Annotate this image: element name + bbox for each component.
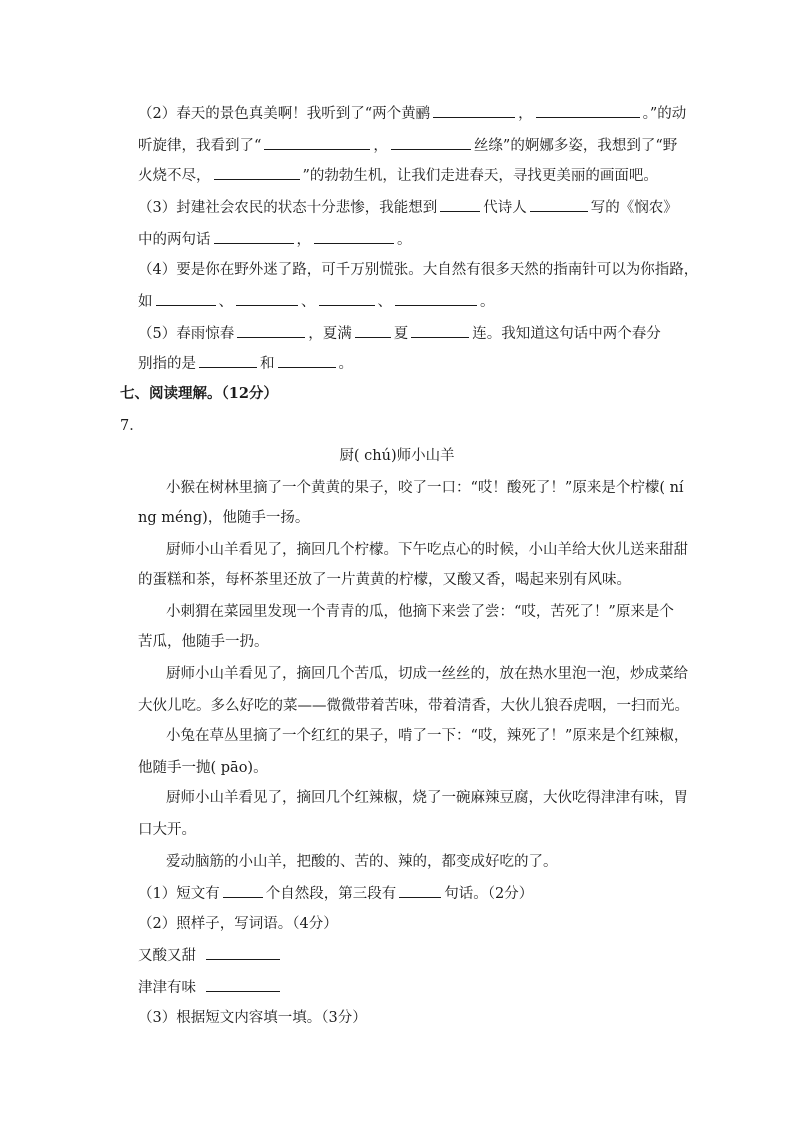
answer-blank[interactable] [214,164,300,180]
q6-line-8: （5）春雨惊春 ，夏满 夏 连。我知道这句话中两个春分 [138,322,678,344]
story-paragraph-line: 厨师小山羊看见了，摘回几个红辣椒，烧了一碗麻辣豆腐，大伙吃得津津有味，胃 [166,790,688,806]
story-paragraph-line: ng méng)，他随手一扬。 [138,510,310,526]
answer-blank[interactable] [355,322,391,338]
answer-blank[interactable] [199,352,257,368]
answer-blank[interactable] [319,290,375,306]
answer-blank[interactable] [223,882,263,898]
q6-line-9: 别指的是 和 。 [138,352,678,374]
sub-question-3: （3）根据短文内容填一填。（3分） [138,1010,367,1026]
answer-blank[interactable] [236,290,298,306]
word-prompt: 津津有味 [138,976,678,998]
q6-line-6: （4）要是你在野外迷了路，可千万别慌张。大自然有很多天然的指南针可以为你指路， [138,262,699,278]
answer-blank[interactable] [395,290,477,306]
answer-blank[interactable] [411,322,469,338]
answer-blank[interactable] [278,352,336,368]
story-paragraph-line: 苦瓜，他随手一扔。 [138,634,269,650]
answer-blank[interactable] [156,290,216,306]
answer-blank[interactable] [536,102,640,118]
answer-blank[interactable] [314,228,394,244]
q6-line-3: 火烧不尽， ”的勃勃生机，让我们走进春天，寻找更美丽的画面吧。 [138,164,678,186]
answer-blank[interactable] [264,134,370,150]
story-paragraph-line: 他随手一抛( pāo)。 [138,760,268,776]
story-paragraph-line: 厨师小山羊看见了，摘回几个苦瓜，切成一丝丝的，放在热水里泡一泡，炒成菜给 [166,666,688,682]
story-title: 厨( chú)师小山羊 [339,448,455,464]
sub-question-2: （2）照样子，写词语。（4分） [138,916,338,932]
section-heading: 七、阅读理解。（12分） [120,385,278,402]
q6-line-1: （2）春天的景色真美啊！我听到了“两个黄鹂 ， 。”的动 [138,102,678,124]
q6-line-4: （3）封建社会农民的状态十分悲惨，我能想到 代诗人 写的《悯农》 [138,196,678,218]
answer-blank[interactable] [206,976,280,992]
word-prompt: 又酸又甜 [138,944,678,966]
story-paragraph-line: 爱动脑筋的小山羊，把酸的、苦的、辣的，都变成好吃的了。 [166,854,558,870]
q6-line-7: 如 、 、 、 。 [138,290,678,312]
answer-blank[interactable] [440,196,480,212]
question-number: 7． [120,418,144,434]
answer-blank[interactable] [530,196,588,212]
story-paragraph-line: 小刺猬在菜园里发现一个青青的瓜，他摘下来尝了尝：“哎，苦死了！”原来是个 [166,604,674,620]
story-paragraph-line: 大伙儿吃。多么好吃的菜——微微带着苦味，带着清香，大伙儿狼吞虎咽，一扫而光。 [138,698,689,714]
story-paragraph-line: 厨师小山羊看见了，摘回几个柠檬。下午吃点心的时候，小山羊给大伙儿送来甜甜 [166,542,688,558]
sub-question-1: （1）短文有 个自然段，第三段有 句话。（2分） [138,882,678,904]
q6-line-2: 听旋律，我看到了“ ， 丝绦”的婀娜多姿，我想到了“野 [138,134,678,156]
answer-blank[interactable] [391,134,471,150]
story-paragraph-line: 小兔在草丛里摘了一个红红的果子，啃了一下：“哎，辣死了！”原来是个红辣椒， [166,728,689,744]
story-paragraph-line: 口大开。 [138,822,196,838]
answer-blank[interactable] [433,102,515,118]
q6-line-5: 中的两句话 ， 。 [138,228,678,250]
story-paragraph-line: 小猴在树林里摘了一个黄黄的果子，咬了一口：“哎！酸死了！”原来是个柠檬( ní [166,480,684,496]
answer-blank[interactable] [237,322,305,338]
answer-blank[interactable] [206,944,280,960]
answer-blank[interactable] [214,228,294,244]
answer-blank[interactable] [399,882,441,898]
story-paragraph-line: 的蛋糕和茶，每杯茶里还放了一片黄黄的柠檬，又酸又香，喝起来别有风味。 [138,572,631,588]
